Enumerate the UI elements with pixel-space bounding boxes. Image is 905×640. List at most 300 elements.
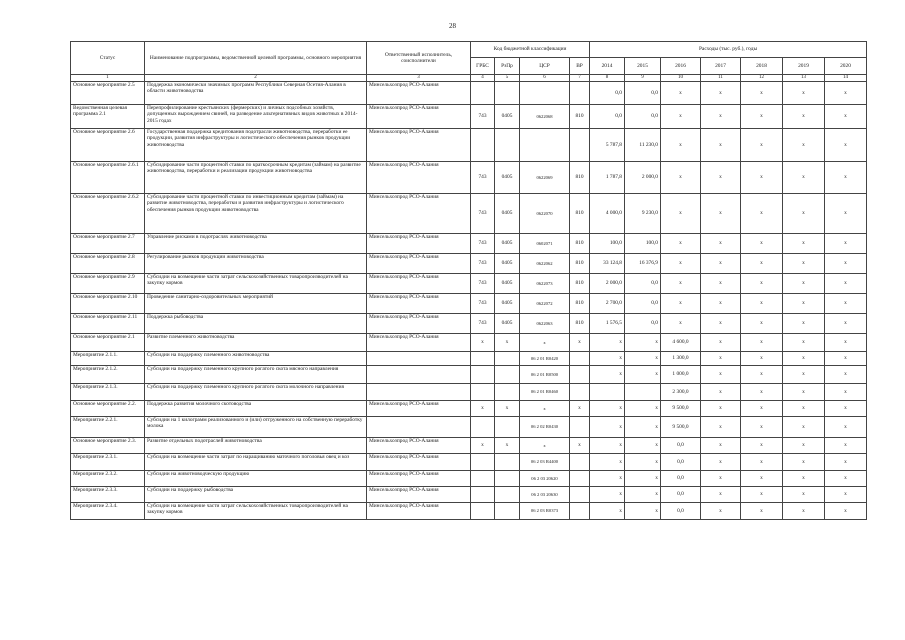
expense-cell: 9 230,0 (625, 194, 661, 234)
expense-cell: х (661, 194, 701, 234)
vr-cell (570, 352, 590, 366)
expense-cell: х (783, 454, 825, 471)
expense-cell: х (701, 352, 741, 366)
vr-cell (570, 366, 590, 384)
header-row (71, 42, 867, 58)
executor-cell: Минсельхозпрод РСО-Алания (367, 334, 471, 352)
expense-cell: х (701, 471, 741, 487)
column-number: 2 (145, 75, 367, 82)
header-executor: Ответственный исполнитель, соисполнители (367, 42, 471, 75)
name-cell: Субсидирование части процентной ставки по краткосрочным кредитам (займам) на развитие животноводства, переработки и реализации продукции животноводства (145, 162, 367, 194)
table-row (71, 471, 867, 487)
header-year-2015: 2015 (625, 58, 661, 75)
expense-cell: х (701, 162, 741, 194)
vr-cell: 810 (570, 105, 590, 129)
csr-cell: х (520, 334, 570, 352)
vr-cell: х (570, 334, 590, 352)
expense-cell: х (825, 162, 867, 194)
executor-cell: Минсельхозпрод РСО-Алания (367, 454, 471, 471)
grbs-cell: 743 (471, 105, 495, 129)
expense-cell: 1 000,0 (661, 366, 701, 384)
expense-cell: 0,0 (661, 438, 701, 454)
expense-cell: х (825, 105, 867, 129)
grbs-cell: х (471, 334, 495, 352)
expense-cell: х (783, 194, 825, 234)
table-row (71, 352, 867, 366)
expense-cell: х (741, 105, 783, 129)
expense-cell: х (741, 194, 783, 234)
expense-cell: х (825, 129, 867, 162)
executor-cell: Минсельхозпрод РСО-Алания (367, 129, 471, 162)
header-year-2017: 2017 (701, 58, 741, 75)
expense-cell: 9 500,0 (661, 401, 701, 417)
rzpr-cell: х (495, 401, 520, 417)
rzpr-cell (495, 417, 520, 438)
name-cell: Субсидии на поддержку племенного крупного рогатого скота мясного направления (145, 366, 367, 384)
csr-cell: 0622068 (520, 105, 570, 129)
column-number: 7 (570, 75, 590, 82)
expense-cell: х (661, 129, 701, 162)
executor-cell: Минсельхозпрод РСО-Алания (367, 254, 471, 274)
expense-cell: х (590, 487, 625, 503)
expense-cell: х (741, 274, 783, 294)
csr-cell: 0622069 (520, 162, 570, 194)
expense-cell: 2 000,0 (590, 274, 625, 294)
grbs-cell (471, 454, 495, 471)
expense-cell: х (625, 503, 661, 520)
grbs-cell (471, 471, 495, 487)
expense-cell: х (625, 352, 661, 366)
expense-cell: х (661, 314, 701, 334)
csr-cell: х (520, 401, 570, 417)
grbs-cell: 743 (471, 234, 495, 254)
expense-cell: х (741, 129, 783, 162)
header-status: Статус (71, 42, 145, 75)
header-grbs: ГРБС (471, 58, 495, 75)
expense-cell (590, 384, 625, 401)
header-year-2019: 2019 (783, 58, 825, 75)
executor-cell (367, 366, 471, 384)
expense-cell: х (625, 366, 661, 384)
table-row (71, 438, 867, 454)
rzpr-cell: х (495, 334, 520, 352)
status-cell: Основное мероприятие 2.3. (71, 438, 145, 454)
column-number: 1 (71, 75, 145, 82)
expense-cell: х (701, 454, 741, 471)
status-cell: Основное мероприятие 2.9 (71, 274, 145, 294)
expense-cell: 1 576,5 (590, 314, 625, 334)
expense-cell: х (625, 417, 661, 438)
expense-cell: х (783, 294, 825, 314)
name-cell: Развитие племенного животноводства (145, 334, 367, 352)
grbs-cell (471, 384, 495, 401)
table-row (71, 417, 867, 438)
rzpr-cell (495, 454, 520, 471)
csr-cell: 06 2 03 20630 (520, 487, 570, 503)
csr-cell: 0622070 (520, 194, 570, 234)
status-cell: Основное мероприятие 2.10 (71, 294, 145, 314)
csr-cell: х (520, 438, 570, 454)
header-name: Наименование подпрограммы, ведомственной целевой программы, основного мероприятия (145, 42, 367, 75)
expense-cell: х (625, 471, 661, 487)
expense-cell: х (783, 129, 825, 162)
expense-cell: х (590, 366, 625, 384)
name-cell: Субсидии на 1 килограмм реализованного и (или) отгруженного на собственную переработку молока (145, 417, 367, 438)
table-row (71, 401, 867, 417)
rzpr-cell: 0405 (495, 294, 520, 314)
expense-cell: х (741, 454, 783, 471)
expense-cell: х (590, 438, 625, 454)
expense-cell: 0,0 (590, 105, 625, 129)
expense-cell: х (741, 503, 783, 520)
expense-cell: 33 124,8 (590, 254, 625, 274)
expense-cell: 0,0 (625, 274, 661, 294)
expense-cell: х (825, 334, 867, 352)
name-cell: Перепрофилирование крестьянских (фермерских) и личных подсобных хозяйств, допущенных вырождением свиней, на разведение альтернативных видов животных в 2014-2015 годах (145, 105, 367, 129)
csr-cell: 06 2 01 R0500 (520, 366, 570, 384)
grbs-cell: 743 (471, 162, 495, 194)
expense-cell: х (741, 401, 783, 417)
column-number: 10 (661, 75, 701, 82)
expense-cell: х (783, 471, 825, 487)
expense-cell: х (783, 352, 825, 366)
expense-cell: 5 787,8 (590, 129, 625, 162)
status-cell: Мероприятие 2.3.1. (71, 454, 145, 471)
column-number: 5 (495, 75, 520, 82)
expense-cell: х (590, 417, 625, 438)
header-budget-code: Код бюджетной классификации (471, 42, 590, 58)
expense-cell: х (661, 105, 701, 129)
expense-cell: х (783, 334, 825, 352)
executor-cell: Минсельхозпрод РСО-Алания (367, 294, 471, 314)
status-cell: Ведомственная целевая программа 2.1 (71, 105, 145, 129)
expense-cell: х (783, 234, 825, 254)
expense-cell: х (741, 294, 783, 314)
status-cell: Мероприятие 2.2.1. (71, 417, 145, 438)
expense-cell: х (825, 294, 867, 314)
rzpr-cell (495, 129, 520, 162)
expense-cell: 0,0 (661, 503, 701, 520)
expense-cell: х (701, 438, 741, 454)
column-numbers-row (71, 75, 867, 82)
expense-cell: х (783, 438, 825, 454)
header-csr: ЦСР (520, 58, 570, 75)
column-number: 4 (471, 75, 495, 82)
expense-cell: 0,0 (625, 294, 661, 314)
column-number: 3 (367, 75, 471, 82)
name-cell: Поддержка рыбоводства (145, 314, 367, 334)
rzpr-cell (495, 352, 520, 366)
table-row (71, 314, 867, 334)
header-year-2020: 2020 (825, 58, 867, 75)
expense-cell: х (701, 254, 741, 274)
rzpr-cell (495, 366, 520, 384)
name-cell: Управление рисками в подотраслях животноводства (145, 234, 367, 254)
expense-cell: х (741, 487, 783, 503)
column-number: 14 (825, 75, 867, 82)
rzpr-cell: 0405 (495, 254, 520, 274)
vr-cell (570, 384, 590, 401)
expense-cell: х (701, 194, 741, 234)
name-cell: Субсидии на возмещение части затрат по наращиванию маточного поголовья овец и коз (145, 454, 367, 471)
expense-cell: х (783, 105, 825, 129)
status-cell: Основное мероприятие 2.2. (71, 401, 145, 417)
expense-cell: х (825, 401, 867, 417)
grbs-cell: 743 (471, 194, 495, 234)
expense-cell: 0,0 (625, 105, 661, 129)
expense-cell: х (741, 366, 783, 384)
vr-cell: 810 (570, 234, 590, 254)
expense-cell: х (741, 471, 783, 487)
table-row (71, 234, 867, 254)
expense-cell: 0,0 (625, 314, 661, 334)
header-year-2014: 2014 (590, 58, 625, 75)
rzpr-cell: 0405 (495, 105, 520, 129)
status-cell: Основное мероприятие 2.5 (71, 82, 145, 105)
grbs-cell: 743 (471, 294, 495, 314)
table-row (71, 82, 867, 105)
csr-cell: 06 2 03 R0373 (520, 503, 570, 520)
expense-cell: х (825, 314, 867, 334)
vr-cell (570, 471, 590, 487)
expense-cell (625, 384, 661, 401)
status-cell: Основное мероприятие 2.6.2 (71, 194, 145, 234)
rzpr-cell (495, 471, 520, 487)
expense-cell: х (825, 471, 867, 487)
rzpr-cell (495, 384, 520, 401)
vr-cell: 810 (570, 274, 590, 294)
grbs-cell: х (471, 438, 495, 454)
rzpr-cell (495, 487, 520, 503)
csr-cell: 0622062 (520, 254, 570, 274)
executor-cell: Минсельхозпрод РСО-Алания (367, 82, 471, 105)
rzpr-cell: 0405 (495, 234, 520, 254)
expense-cell: х (590, 352, 625, 366)
csr-cell: 06 2 01 R0460 (520, 384, 570, 401)
grbs-cell (471, 503, 495, 520)
expense-cell: х (590, 503, 625, 520)
expense-cell: х (825, 454, 867, 471)
header-expenses: Расходы (тыс. руб.), годы (590, 42, 867, 58)
vr-cell: 810 (570, 162, 590, 194)
grbs-cell: 743 (471, 274, 495, 294)
executor-cell: Минсельхозпрод РСО-Алания (367, 234, 471, 254)
executor-cell: Минсельхозпрод РСО-Алания (367, 438, 471, 454)
expense-cell: х (590, 471, 625, 487)
status-cell: Мероприятие 2.3.4. (71, 503, 145, 520)
name-cell: Развитие отдельных подотраслей животноводства (145, 438, 367, 454)
expense-cell: 2 000,0 (625, 162, 661, 194)
vr-cell: х (570, 438, 590, 454)
expense-cell: х (701, 82, 741, 105)
name-cell: Регулирование рынков продукции животноводства (145, 254, 367, 274)
rzpr-cell: 0405 (495, 274, 520, 294)
expense-cell: х (741, 234, 783, 254)
table-row (71, 487, 867, 503)
expense-cell: х (783, 384, 825, 401)
rzpr-cell: 0405 (495, 314, 520, 334)
expense-cell: х (741, 417, 783, 438)
expense-cell: 9 500,0 (661, 417, 701, 438)
executor-cell: Минсельхозпрод РСО-Алания (367, 471, 471, 487)
status-cell: Основное мероприятие 2.11 (71, 314, 145, 334)
name-cell: Субсидии на животноводческую продукцию (145, 471, 367, 487)
rzpr-cell: 0405 (495, 194, 520, 234)
status-cell: Мероприятие 2.1.3. (71, 384, 145, 401)
expense-cell: х (825, 82, 867, 105)
expense-cell: х (825, 417, 867, 438)
name-cell: Субсидии на возмещение части затрат сельскохозяйственных товаропроизводителей на закупку кормов (145, 274, 367, 294)
vr-cell (570, 417, 590, 438)
name-cell: Субсидии на возмещение части затрат сельскохозяйственных товаропроизводителей на закупку кормов (145, 503, 367, 520)
csr-cell: 0602071 (520, 234, 570, 254)
executor-cell: Минсельхозпрод РСО-Алания (367, 274, 471, 294)
expense-cell: х (661, 82, 701, 105)
table-row (71, 194, 867, 234)
rzpr-cell: 0405 (495, 162, 520, 194)
expense-cell: х (783, 503, 825, 520)
expense-cell: х (661, 274, 701, 294)
csr-cell (520, 82, 570, 105)
executor-cell (367, 352, 471, 366)
page-number: 28 (449, 22, 456, 30)
column-number: 13 (783, 75, 825, 82)
status-cell: Мероприятие 2.3.2. (71, 471, 145, 487)
expense-cell: х (783, 487, 825, 503)
grbs-cell: х (471, 401, 495, 417)
grbs-cell (471, 487, 495, 503)
vr-cell: 810 (570, 194, 590, 234)
grbs-cell (471, 366, 495, 384)
expense-cell: х (783, 274, 825, 294)
expense-cell: х (661, 294, 701, 314)
table-row (71, 254, 867, 274)
expense-cell: х (701, 384, 741, 401)
csr-cell: 06 2 03 20620 (520, 471, 570, 487)
expense-cell: 16 376,9 (625, 254, 661, 274)
expense-cell: х (590, 454, 625, 471)
expense-cell: х (783, 314, 825, 334)
status-cell: Мероприятие 2.3.3. (71, 487, 145, 503)
status-cell: Основное мероприятие 2.6 (71, 129, 145, 162)
expense-cell: х (825, 194, 867, 234)
executor-cell: Минсельхозпрод РСО-Алания (367, 503, 471, 520)
table-row (71, 366, 867, 384)
expense-cell: х (701, 503, 741, 520)
expense-cell: х (661, 254, 701, 274)
status-cell: Основное мероприятие 2.7 (71, 234, 145, 254)
name-cell: Субсидии на поддержку племенного крупного рогатого скота молочного направления (145, 384, 367, 401)
vr-cell (570, 454, 590, 471)
expense-cell: х (783, 366, 825, 384)
executor-cell (367, 417, 471, 438)
csr-cell: 06 2 01 R0420 (520, 352, 570, 366)
name-cell: Проведение санитарно-оздоровительных мероприятий (145, 294, 367, 314)
status-cell: Мероприятие 2.1.1. (71, 352, 145, 366)
table-row (71, 503, 867, 520)
status-cell: Основное мероприятие 2.8 (71, 254, 145, 274)
header-vr: ВР (570, 58, 590, 75)
expense-cell: х (825, 384, 867, 401)
expense-cell: х (625, 438, 661, 454)
expense-cell: х (741, 82, 783, 105)
grbs-cell (471, 129, 495, 162)
expense-cell: х (783, 162, 825, 194)
expense-cell: х (825, 274, 867, 294)
expense-cell: 0,0 (661, 471, 701, 487)
expense-cell: х (825, 366, 867, 384)
column-number: 11 (701, 75, 741, 82)
expense-cell: х (741, 438, 783, 454)
expense-cell: х (741, 314, 783, 334)
table-row (71, 105, 867, 129)
name-cell: Субсидирование части процентной ставки по инвестиционным кредитам (займам) на развитие животноводства, переработки и развития инфраструктуры и логистического обеспечения рынков продукции животноводства (145, 194, 367, 234)
expense-cell: х (825, 234, 867, 254)
csr-cell: 0622072 (520, 294, 570, 314)
expense-cell: х (825, 438, 867, 454)
table-row (71, 129, 867, 162)
expense-cell: 0,0 (661, 454, 701, 471)
expense-cell: х (661, 234, 701, 254)
expense-cell: х (701, 314, 741, 334)
expense-cell: 0,0 (590, 82, 625, 105)
name-cell: Поддержка развития молочного скотоводства (145, 401, 367, 417)
column-number: 8 (590, 75, 625, 82)
name-cell: Субсидии на поддержку племенного животноводства (145, 352, 367, 366)
vr-cell: 810 (570, 254, 590, 274)
expense-cell: х (625, 334, 661, 352)
status-cell: Основное мероприятие 2.6.1 (71, 162, 145, 194)
expense-cell: х (661, 162, 701, 194)
expense-cell: х (625, 487, 661, 503)
expense-cell: х (701, 294, 741, 314)
expense-cell: х (741, 334, 783, 352)
expense-cell: 2 300,0 (661, 384, 701, 401)
expense-cell: х (590, 401, 625, 417)
expense-cell: х (701, 129, 741, 162)
expense-cell: 4 600,0 (661, 334, 701, 352)
csr-cell: 0622073 (520, 274, 570, 294)
budget-table (70, 41, 867, 520)
executor-cell: Минсельхозпрод РСО-Алания (367, 162, 471, 194)
table-row (71, 274, 867, 294)
executor-cell: Минсельхозпрод РСО-Алания (367, 487, 471, 503)
vr-cell: 810 (570, 314, 590, 334)
table-row (71, 384, 867, 401)
vr-cell (570, 503, 590, 520)
name-cell: Субсидии на поддержку рыбоводства (145, 487, 367, 503)
expense-cell: х (701, 234, 741, 254)
expense-cell: х (825, 503, 867, 520)
expense-cell: х (783, 254, 825, 274)
expense-cell: х (825, 352, 867, 366)
expense-cell: х (701, 401, 741, 417)
expense-cell: х (741, 162, 783, 194)
expense-cell: 2 700,0 (590, 294, 625, 314)
executor-cell: Минсельхозпрод РСО-Алания (367, 401, 471, 417)
column-number: 6 (520, 75, 570, 82)
vr-cell: х (570, 401, 590, 417)
expense-cell: х (701, 334, 741, 352)
csr-cell: 06 2 02 R0430 (520, 417, 570, 438)
vr-cell (570, 82, 590, 105)
rzpr-cell: х (495, 438, 520, 454)
column-number: 9 (625, 75, 661, 82)
status-cell: Мероприятие 2.1.2. (71, 366, 145, 384)
expense-cell: х (783, 401, 825, 417)
expense-cell: х (625, 454, 661, 471)
table-row (71, 294, 867, 314)
